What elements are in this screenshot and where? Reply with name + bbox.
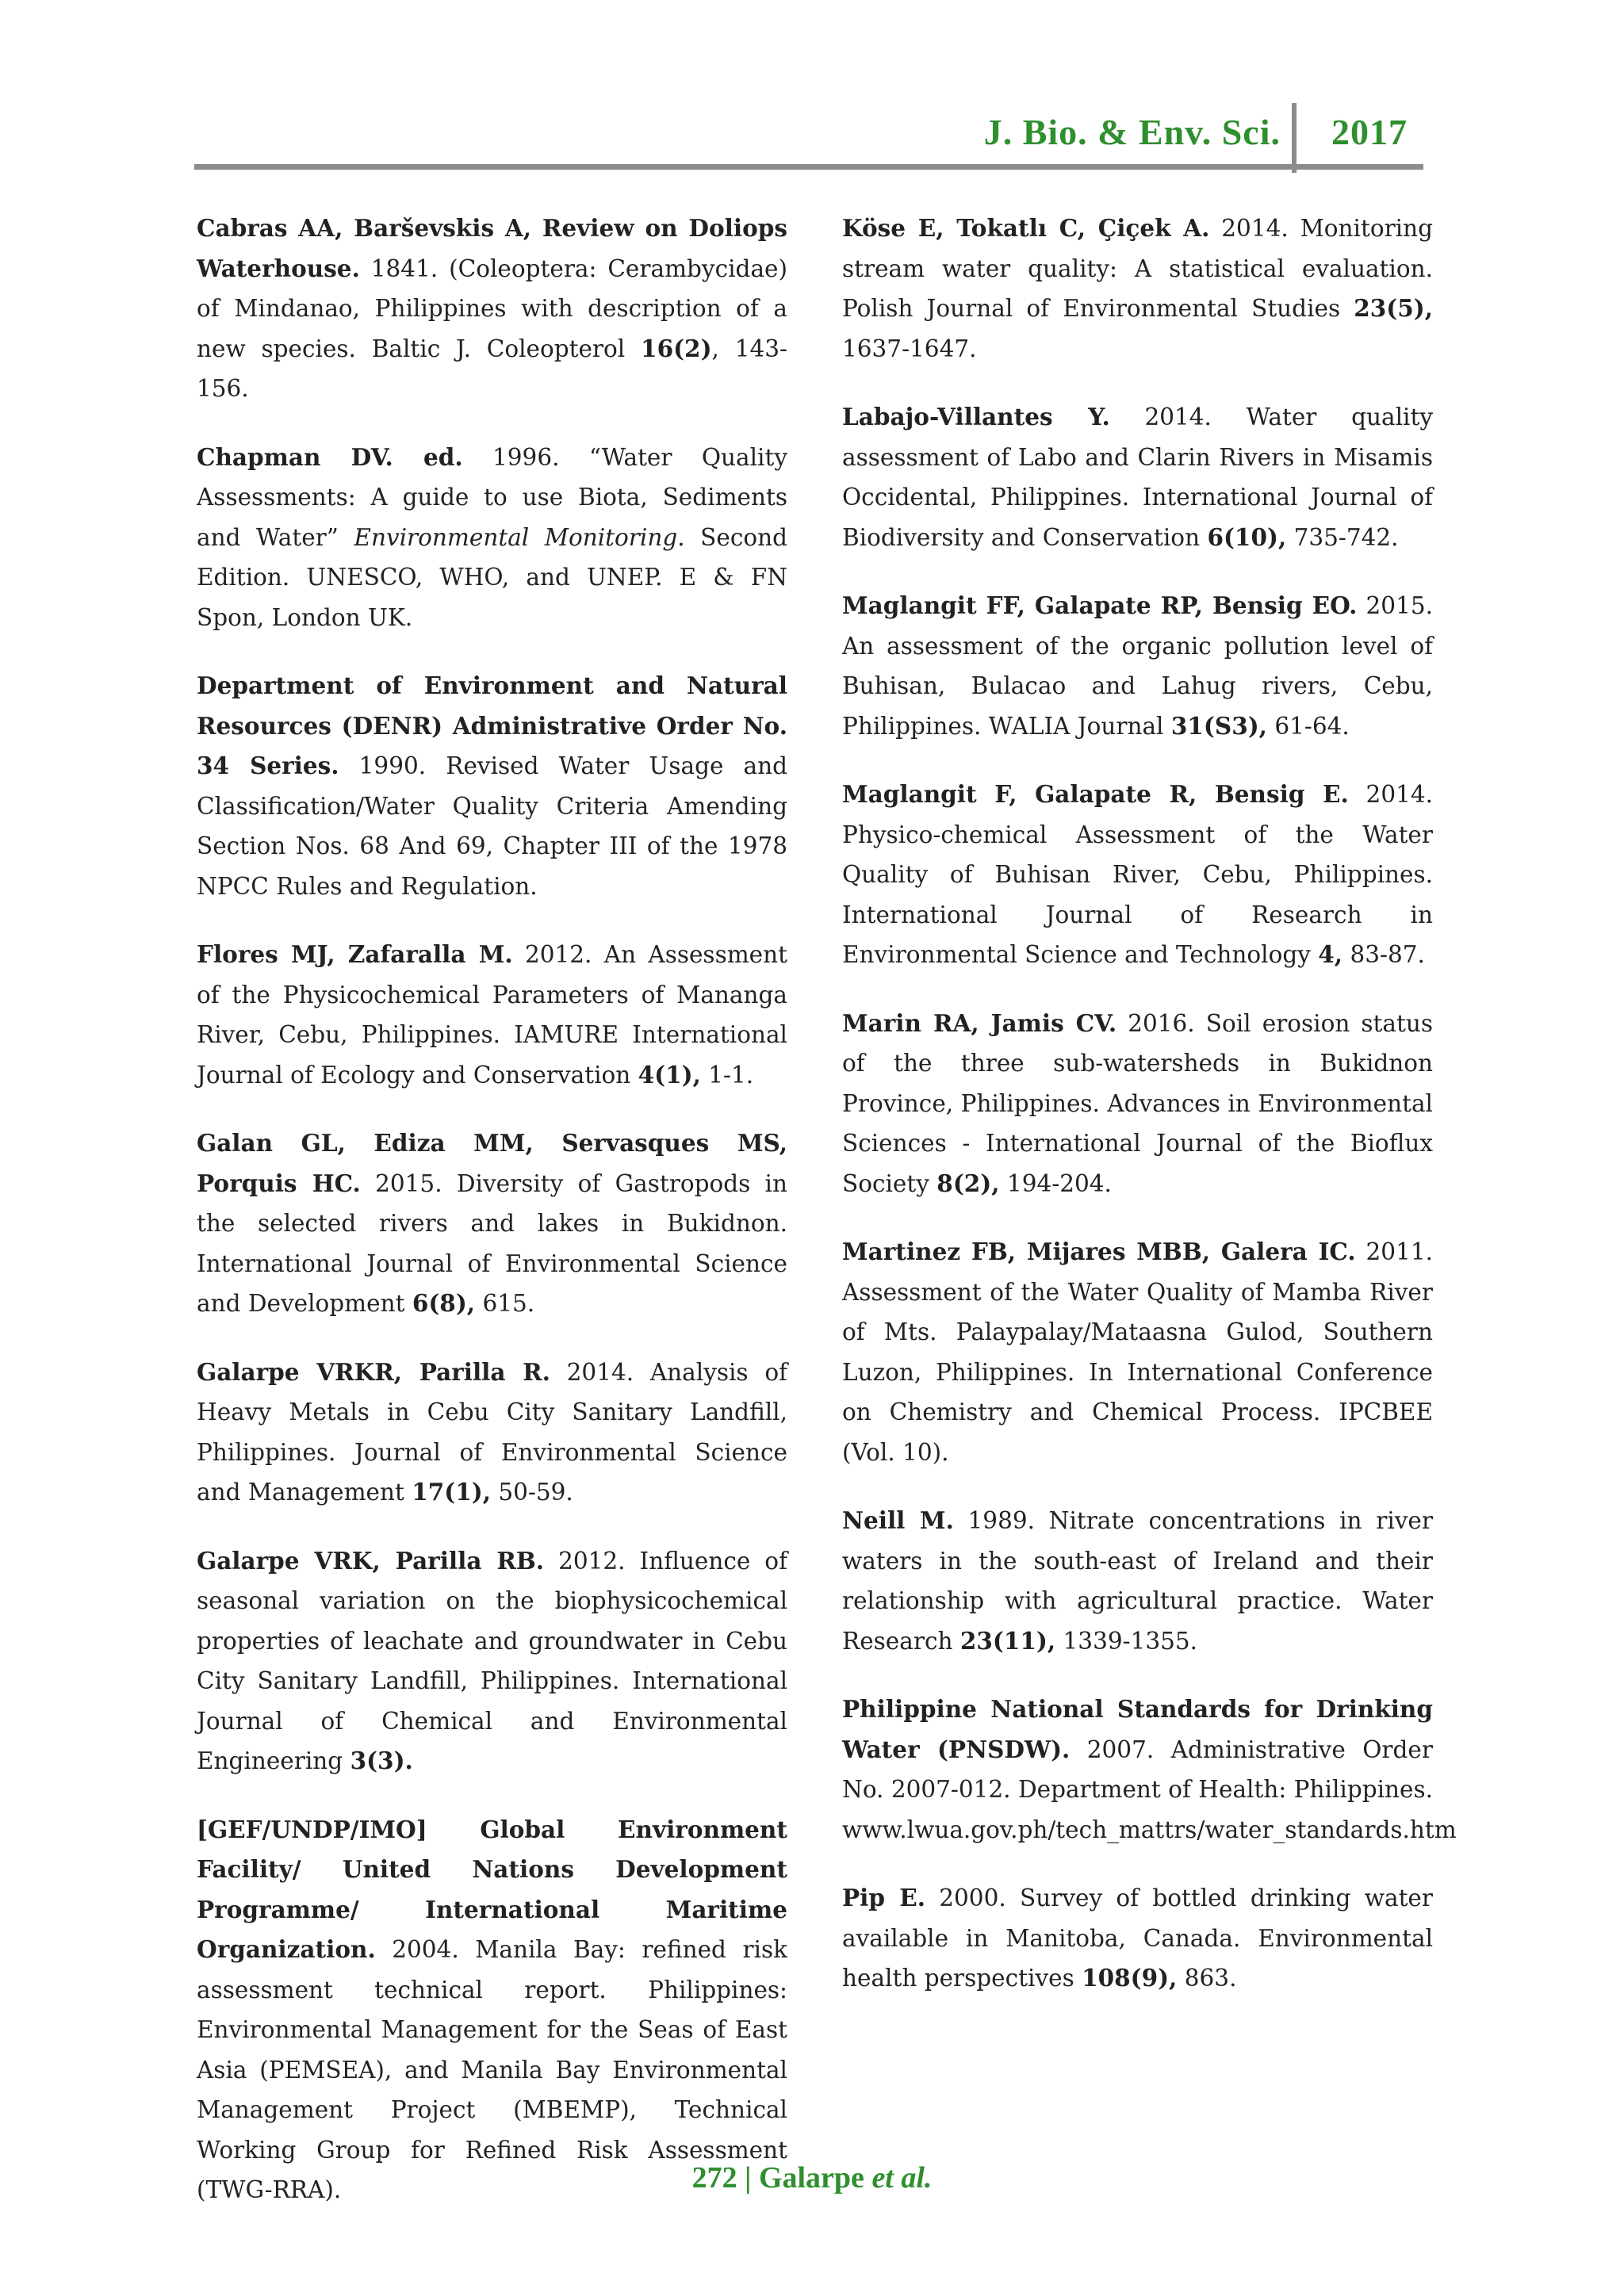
reference-entry [197, 935, 787, 1095]
reference-text: 2016. Soil erosion status of the three sub-watersheds in Bukidnon Province, Philippines. Advances in Environmental Sciences - International Journal of the Bioflux Society [842, 1009, 1433, 1197]
reference-volume: 16(2) [641, 334, 712, 362]
reference-pages: 1637-1647. [842, 335, 977, 362]
reference-pages: 863. [1177, 1965, 1237, 1992]
reference-volume: 31(S3), [1170, 711, 1267, 740]
reference-entry [197, 1123, 787, 1324]
reference-text: 2015. An assessment of the organic pollution level of Buhisan, Bulacao and Lahug rivers, Cebu, Philippines. WALIA Journal [842, 592, 1433, 740]
reference-volume: 108(9), [1082, 1964, 1178, 1992]
reference-authors: [GEF/UNDP/IMO] Global Environment Facility/ United Nations Development Programme/ International Maritime Organization. [197, 1815, 787, 1963]
reference-authors: Cabras AA, Barševskis A, Review on Doliops Waterhouse. [197, 214, 787, 282]
reference-entry [842, 1689, 1457, 1850]
reference-text: 1990. Revised Water Usage and Classification/Water Quality Criteria Amending Section Nos. 68 And 69, Chapter III of the 1978 NPCC Rules and Regulation. [197, 752, 788, 900]
page-footer [0, 2160, 1624, 2195]
reference-authors: Department of Environment and Natural Resources (DENR) Administrative Order No. 34 Series. [197, 672, 787, 779]
reference-text: 2014. Analysis of Heavy Metals in Cebu City Sanitary Landfill, Philippines. Journal of Environmental Science and Management [197, 1358, 787, 1506]
reference-text: 2011. Assessment of the Water Quality of Mamba River of Mts. Palaypalay/Mataasna Gulod, Southern Luzon, Philippines. In International Conference on Chemistry and Chemical Process. IPCBEE (Vol. 10). [842, 1238, 1433, 1466]
reference-pages: 1-1. [700, 1061, 754, 1089]
reference-volume: 3(3). [350, 1747, 413, 1774]
running-header [194, 103, 1423, 166]
reference-authors: Philippine National Standards for Drinking Water (PNSDW). [842, 1695, 1433, 1763]
reference-authors: Galan GL, Ediza MM, Servasques MS, Porquis HC. [197, 1129, 787, 1197]
reference-entry [197, 1541, 787, 1781]
reference-volume: 23(11), [959, 1626, 1056, 1655]
reference-entry [842, 1878, 1433, 1999]
reference-volume: 6(10), [1207, 522, 1287, 551]
reference-authors: Flores MJ, Zafaralla M. [197, 940, 513, 968]
reference-authors: Maglangit F, Galapate R, Bensig E. [842, 780, 1349, 808]
reference-pages: 735-742. [1286, 523, 1399, 551]
reference-text: 1841. (Coleoptera: Cerambycidae) of Mindanao, Philippines with description of a new species. Baltic J. Coleopterol [197, 254, 787, 362]
reference-pages: , 143-156. [197, 335, 787, 402]
reference-volume: 23(5), [1354, 294, 1433, 322]
reference-entry [197, 1353, 787, 1513]
reference-text: 2000. Survey of bottled drinking water available in Manitoba, Canada. Environmental health perspectives [842, 1885, 1433, 1992]
reference-pages: . Second Edition. UNESCO, WHO, and UNEP. E & FN Spon, London UK. [197, 523, 787, 631]
reference-text: 2004. Manila Bay: refined risk assessment technical report. Philippines: Environmental Management for the Seas of East Asia (PEMSEA), and Manila Bay Environmental Management Project (MBEMP), Technical Working Group for Refined Risk Assessment (TWG-RRA). [197, 1936, 787, 2203]
reference-entry [842, 775, 1433, 975]
reference-entry [842, 1004, 1433, 1204]
footer-etal: et al. [871, 2161, 933, 2195]
reference-pages: 615. [475, 1290, 535, 1317]
reference-authors: Pip E. [842, 1884, 925, 1911]
reference-authors: Marin RA, Jamis CV. [842, 1008, 1117, 1037]
reference-entry [842, 209, 1433, 369]
reference-entry [197, 438, 787, 638]
reference-authors: Köse E, Tokatlı C, Çiçek A. [842, 214, 1210, 242]
reference-volume: 6(8), [412, 1289, 476, 1317]
reference-authors: Labajo-Villantes Y. [842, 403, 1110, 430]
reference-text: 2012. Influence of seasonal variation on the biophysicochemical properties of leachate and groundwater in Cebu City Sanitary Landfill, Philippines. International Journal of Chemical and Environmental Engineering [197, 1547, 787, 1774]
reference-text: 2012. An Assessment of the Physicochemical Parameters of Mananga River, Cebu, Philippines. IAMURE International Journal of Ecology and Conservation [197, 941, 787, 1089]
reference-authors: Maglangit FF, Galapate RP, Bensig EO. [842, 591, 1358, 619]
reference-authors: Neill M. [842, 1506, 954, 1534]
header-divider [1292, 103, 1297, 173]
reference-pages: 194-204. [999, 1169, 1112, 1197]
right-column [842, 209, 1457, 2027]
reference-pages: 50-59. [491, 1479, 573, 1506]
reference-pages: 1339-1355. [1055, 1627, 1198, 1655]
reference-entry [842, 397, 1433, 557]
reference-text: 2014. Water quality assessment of Labo and Clarin Rivers in Misamis Occidental, Philippines. International Journal of Biodiversity and Conservation [842, 404, 1433, 551]
reference-text: 2007. Administrative Order No. 2007-012. Department of Health: Philippines. www.lwua.gov.ph/tech_mattrs/water_standards.htm [842, 1735, 1457, 1843]
reference-entry [842, 1501, 1433, 1661]
reference-authors: Galarpe VRKR, Parilla R. [197, 1357, 550, 1386]
reference-authors: Martinez FB, Mijares MBB, Galera IC. [842, 1238, 1356, 1265]
reference-pages: 61-64. [1266, 712, 1350, 740]
reference-volume: 17(1), [412, 1478, 491, 1506]
reference-authors: Chapman DV. ed. [197, 442, 463, 471]
reference-italic: Environmental Monitoring [354, 523, 678, 551]
reference-volume: 4(1), [638, 1060, 701, 1089]
reference-volume: 8(2), [936, 1169, 1000, 1197]
reference-text: 2014. Physico-chemical Assessment of the Water Quality of Buhisan River, Cebu, Philippines. International Journal of Research in Environmental Science and Technology [842, 781, 1433, 968]
header-rule [194, 164, 1423, 170]
reference-entry [197, 1810, 787, 2210]
page-number: 272 | Galarpe [691, 2161, 872, 2195]
reference-text: 1989. Nitrate concentrations in river waters in the south-east of Ireland and their relationship with agricultural practice. Water Research [842, 1507, 1433, 1655]
reference-volume: 4, [1318, 940, 1343, 968]
reference-pages: 83-87. [1342, 941, 1425, 968]
left-column [197, 209, 787, 2239]
reference-text: 1996. “Water Quality Assessments: A guide to use Biota, Sediments and Water” [197, 443, 787, 551]
reference-text: 2015. Diversity of Gastropods in the selected rivers and lakes in Bukidnon. International Journal of Environmental Science and Development [197, 1169, 787, 1317]
reference-entry [842, 586, 1433, 746]
journal-year: 2017 [1331, 112, 1408, 152]
journal-name: J. Bio. & Env. Sci. [983, 112, 1281, 152]
reference-text: 2014. Monitoring stream water quality: A statistical evaluation. Polish Journal of Environmental Studies [842, 215, 1433, 322]
reference-entry [197, 209, 787, 409]
reference-entry [842, 1232, 1433, 1472]
reference-authors: Galarpe VRK, Parilla RB. [197, 1546, 545, 1575]
reference-entry [197, 666, 787, 906]
